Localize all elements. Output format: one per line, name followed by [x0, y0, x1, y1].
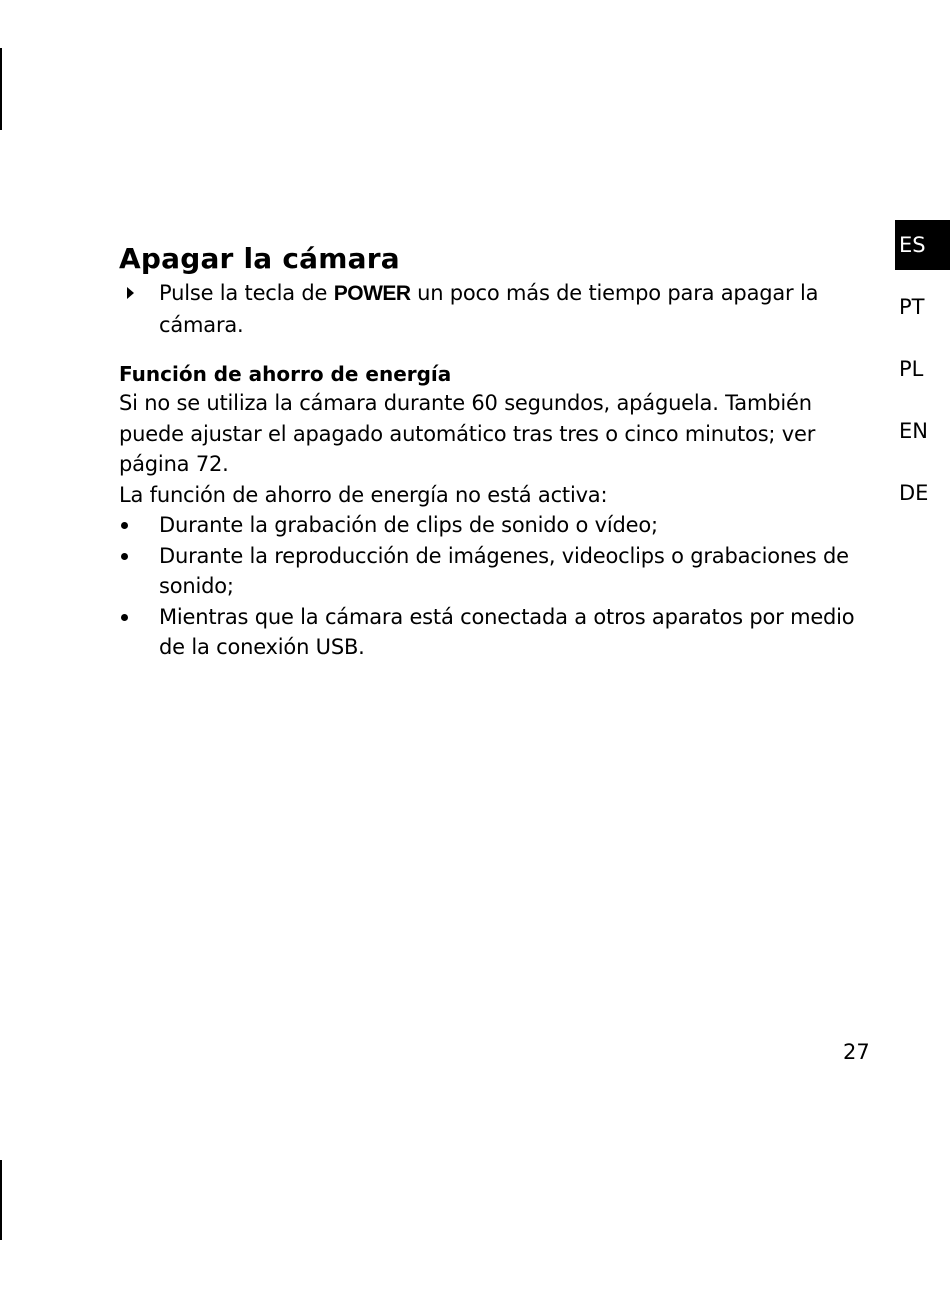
language-tabs: [895, 220, 950, 530]
section-title: Apagar la cámara: [119, 242, 400, 275]
crop-mark-top: [0, 48, 2, 130]
bullet-icon: [121, 522, 128, 529]
instruction-text-before: Pulse la tecla de: [159, 281, 334, 305]
list-item-text: Durante la reproducción de imágenes, videoclips o grabaciones de sonido;: [159, 543, 849, 598]
instruction-text-after: un poco más de tiempo para apagar la cámara.: [159, 281, 819, 337]
list-item: [119, 602, 879, 663]
page-content: [119, 240, 879, 663]
list-item: [119, 510, 879, 541]
page-number: 27: [843, 1040, 870, 1064]
list-item-text: Mientras que la cámara está conectada a otros aparatos por medio de la conexión USB.: [159, 604, 855, 659]
energy-saving-paragraph-1: Si no se utiliza la cámara durante 60 segundos, apáguela. También puede ajustar el apagado automático tras tres o cinco minutos; ver página 72.: [119, 391, 816, 476]
crop-mark-bottom: [0, 1160, 2, 1240]
list-item-text: Durante la grabación de clips de sonido o vídeo;: [159, 513, 658, 537]
power-key-label: POWER: [333, 282, 411, 305]
language-tab-de[interactable]: DE: [899, 481, 929, 505]
energy-saving-heading: Función de ahorro de energía: [119, 362, 452, 386]
language-tab-pl[interactable]: PL: [899, 357, 924, 381]
instruction-item: [119, 278, 879, 340]
language-tab-pt[interactable]: PT: [899, 295, 925, 319]
inactive-conditions-list: [119, 510, 879, 663]
bullet-icon: [121, 553, 128, 560]
list-item: [119, 541, 879, 602]
bullet-icon: [121, 614, 128, 621]
energy-saving-paragraph-2: La función de ahorro de energía no está activa:: [119, 482, 608, 507]
arrow-right-icon: [127, 287, 134, 299]
language-tab-es[interactable]: ES: [895, 220, 950, 270]
language-tab-en[interactable]: EN: [899, 419, 928, 443]
